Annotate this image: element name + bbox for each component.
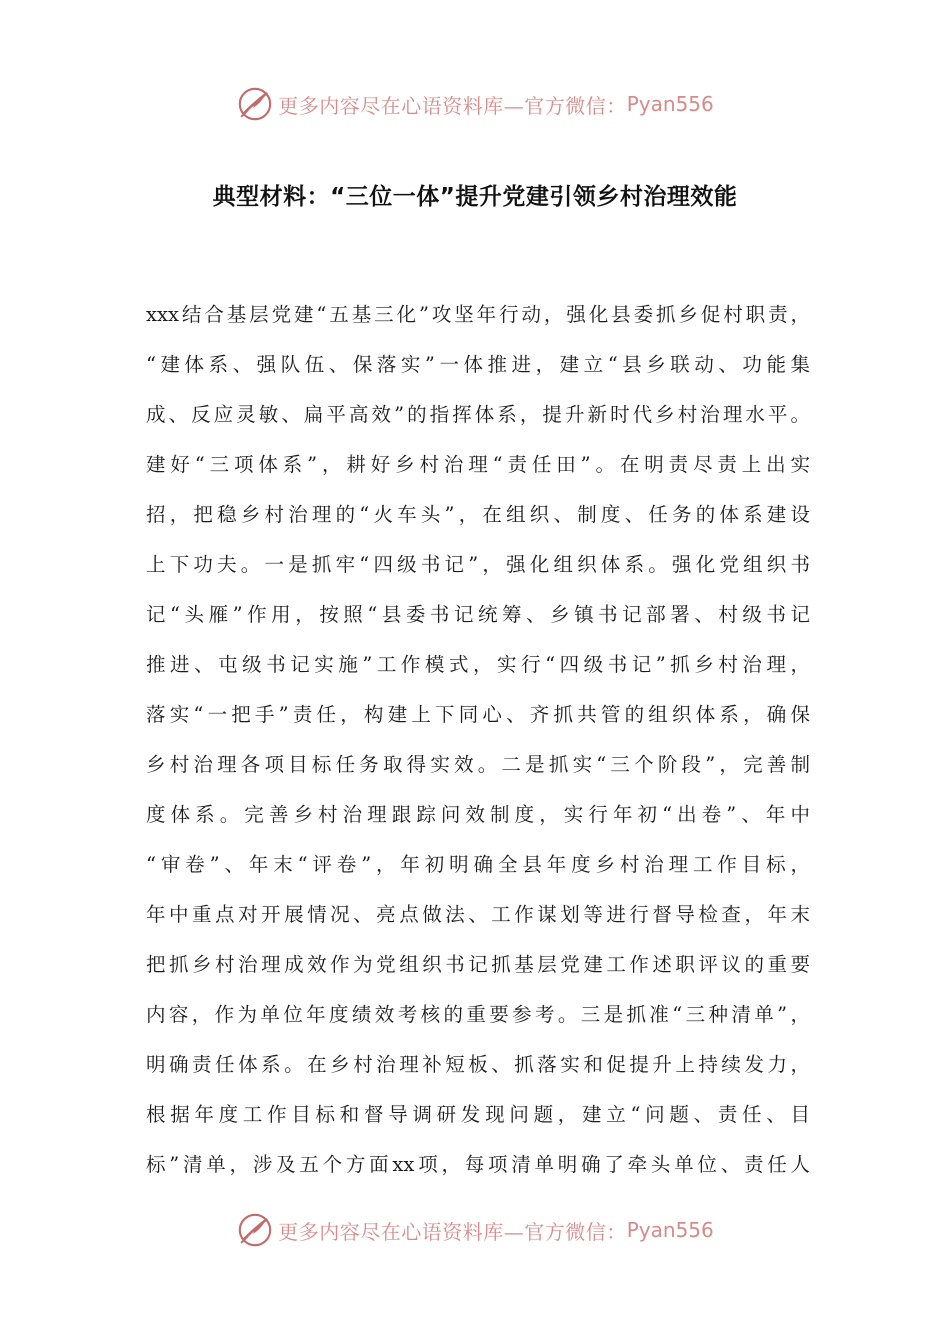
body-line: 乡村治理各项目标任务取得实效。二是抓实“三个阶段”，完善制: [146, 753, 810, 776]
quill-logo-icon: [236, 1211, 274, 1249]
body-line: 标”清单，涉及五个方面xx项，每项清单明确了牵头单位、责任人: [146, 1153, 810, 1176]
header-banner-wechat-id: Pyan556: [626, 92, 714, 116]
document-title: 典型材料：“三位一体”提升党建引领乡村治理效能: [212, 184, 738, 210]
footer-banner-wechat-id: Pyan556: [626, 1218, 714, 1242]
body-line: “建体系、强队伍、保落实”一体推进，建立“县乡联动、功能集: [146, 353, 810, 376]
footer-watermark-banner: [0, 1210, 950, 1250]
body-line: 把抓乡村治理成效作为党组织书记抓基层党建工作述职评议的重要: [146, 953, 810, 976]
body-line: 根据年度工作目标和督导调研发现问题，建立“问题、责任、目: [146, 1103, 810, 1126]
body-line: 招，把稳乡村治理的“火车头”，在组织、制度、任务的体系建设: [146, 503, 810, 526]
body-line: 上下功夫。一是抓牢“四级书记”，强化组织体系。强化党组织书: [146, 553, 810, 576]
body-line: 建好“三项体系”，耕好乡村治理“责任田”。在明责尽责上出实: [146, 453, 810, 476]
body-line: 年中重点对开展情况、亮点做法、工作谋划等进行督导检查，年末: [146, 903, 810, 926]
header-banner-text: 更多内容尽在心语资料库—官方微信：: [278, 93, 627, 118]
body-line: 明确责任体系。在乡村治理补短板、抓落实和促提升上持续发力，: [146, 1053, 810, 1076]
header-watermark-banner: [0, 84, 950, 124]
body-line: “审卷”、年末“评卷”，年初明确全县年度乡村治理工作目标，: [146, 853, 810, 876]
quill-logo-icon: [236, 85, 274, 123]
body-line: 推进、屯级书记实施”工作模式，实行“四级书记”抓乡村治理，: [146, 653, 810, 676]
footer-banner-text: 更多内容尽在心语资料库—官方微信：: [278, 1219, 627, 1244]
body-line: 落实“一把手”责任，构建上下同心、齐抓共管的组织体系，确保: [146, 703, 810, 726]
body-line: 度体系。完善乡村治理跟踪问效制度，实行年初“出卷”、年中: [146, 803, 810, 826]
body-line: 成、反应灵敏、扁平高效”的指挥体系，提升新时代乡村治理水平。: [146, 403, 810, 426]
body-line: xxx结合基层党建“五基三化”攻坚年行动，强化县委抓乡促村职责，: [146, 303, 810, 326]
body-line: 记“头雁”作用，按照“县委书记统筹、乡镇书记部署、村级书记: [146, 603, 810, 626]
document-body: [146, 290, 810, 1190]
body-line: 内容，作为单位年度绩效考核的重要参考。三是抓准“三种清单”，: [146, 1003, 810, 1026]
